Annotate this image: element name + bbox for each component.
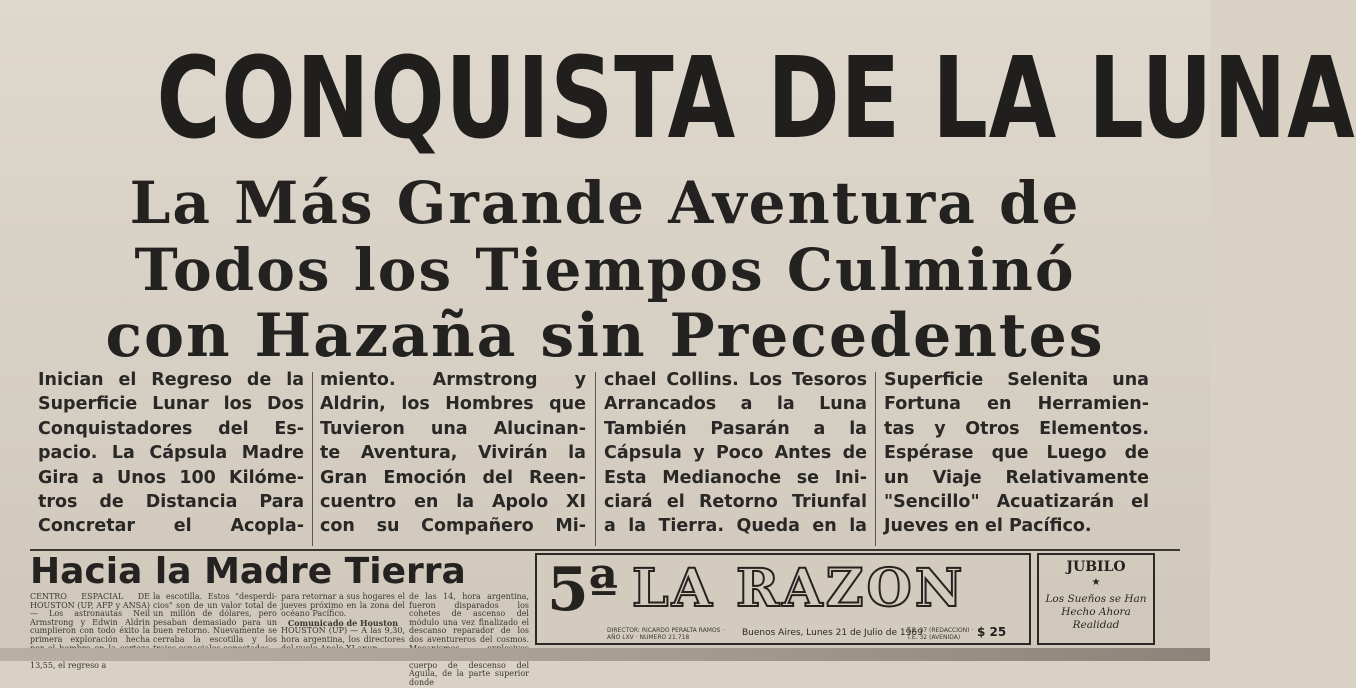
deck-line: tros de Distancia Para bbox=[38, 492, 304, 513]
deck-line: Gran Emoción del Reen- bbox=[320, 467, 586, 488]
jubilo-text: Los Sueños se Han Hecho Ahora Realidad bbox=[1045, 593, 1147, 631]
subheadline-line-3: con Hazaña sin Precedentes bbox=[105, 301, 1105, 371]
deck-line: Cápsula y Poco Antes de bbox=[604, 443, 867, 464]
column-rule bbox=[875, 372, 876, 546]
article-subhead: Comunicado de Houston bbox=[287, 617, 399, 628]
article-paragraph: HOUSTON (UP) — A las 9,30, hora argentina, los directores bbox=[281, 626, 405, 644]
deck-line: chael Collins. Los Tesoros bbox=[604, 370, 867, 390]
column-rule bbox=[595, 372, 596, 546]
deck-line: Tuvieron una Alucinan- bbox=[320, 418, 586, 439]
main-headline: CONQUISTA DE LA LUNA bbox=[156, 34, 1356, 164]
deck-line: Concretar el Acopla- bbox=[38, 516, 304, 537]
deck-line: Fortuna en Herramien- bbox=[884, 394, 1149, 415]
deck-line: Conquistadores del Es- bbox=[38, 418, 304, 439]
deck-line: Superficie Lunar los Dos bbox=[38, 394, 304, 415]
deck-line: tas y Otros Elementos. bbox=[884, 418, 1149, 439]
deck-column-1 bbox=[38, 368, 304, 548]
subheadline-line-1: La Más Grande Aventura de bbox=[129, 169, 1081, 237]
deck-line: un Viaje Relativamente bbox=[884, 467, 1149, 488]
deck-column-3 bbox=[604, 368, 867, 548]
subheadline-line-2: Todos los Tiempos Culminó bbox=[134, 236, 1076, 304]
article-paragraph: CENTRO ESPACIAL DE HOUSTON (UP, AFP y ANSA) — Los astronautas Neil Armstrong y Edwin Aldrin cumplieron con todo éxito la primera exploración hecha 13,55, el regreso a bbox=[30, 592, 150, 670]
section-headline: Hacia la Madre Tierra bbox=[30, 551, 466, 592]
deck-line: Inician el Regreso de la bbox=[38, 370, 304, 390]
deck-line: te Aventura, Vivirán la bbox=[320, 443, 586, 464]
deck-line: con su Compañero Mi- bbox=[320, 516, 586, 537]
article-paragraph: la escotilla. Estos "desperdi-cios" son de un valor total de un millón de dólares, pero pesaban demasiado para un buen retorno. Nuevamente se cerraba la escotilla y los bbox=[153, 592, 277, 644]
edition-number: 5ª bbox=[547, 555, 618, 625]
deck-line: ciará el Retorno Triunfal bbox=[604, 492, 867, 513]
article-paragraph: de las 14, hora argentina, fueron disparados los cohetes de ascenso del módulo una vez finalizado el descanso reparador de los dos aventureros del cosmos. cuerpo de descenso del Águila, de la parte superior donde bbox=[409, 592, 529, 687]
jubilo-title: JUBILO bbox=[1066, 559, 1126, 575]
deck-line: pacio. La Cápsula Madre bbox=[38, 443, 304, 464]
masthead bbox=[535, 553, 1031, 645]
price: $ 25 bbox=[977, 625, 1007, 639]
deck-column-2 bbox=[320, 368, 586, 548]
star-icon: ★ bbox=[1091, 577, 1101, 588]
deck-line: Aldrin, los Hombres que bbox=[320, 394, 586, 415]
deck-line: a la Tierra. Queda en la bbox=[604, 516, 867, 537]
deck-line: Esta Medianoche se Ini- bbox=[604, 467, 867, 488]
newspaper-name: LA RAZON bbox=[632, 558, 966, 619]
deck-line: Jueves en el Pacífico. bbox=[884, 516, 1092, 537]
masthead-director: DIRECTOR: RICARDO PERALTA RAMOS · AÑO LXV · NUMERO 21.718 bbox=[607, 627, 725, 641]
deck-line: Espérase que Luego de bbox=[884, 443, 1149, 464]
page-bottom-edge bbox=[0, 648, 1210, 661]
deck-line: Arrancados a la Luna bbox=[604, 394, 867, 415]
deck-line: cuentro en la Apolo XI bbox=[320, 492, 586, 513]
masthead-info bbox=[607, 627, 1027, 641]
deck-line: Gira a Unos 100 Kilóme- bbox=[38, 467, 304, 488]
deck-column-4 bbox=[884, 368, 1149, 548]
article-paragraph: para retornar a sus hogares el jueves próximo en la zona del océano Pacífico. bbox=[281, 592, 405, 619]
deck-line: Superficie Selenita una bbox=[884, 370, 1149, 390]
deck-line: "Sencillo" Acuatizarán el bbox=[884, 492, 1149, 513]
masthead-phones: T.E. 37 (REDACCION) · T.E. 32 (AVENIDA) bbox=[907, 627, 974, 641]
jubilo-box bbox=[1037, 553, 1155, 645]
deck-line: miento. Armstrong y bbox=[320, 370, 586, 390]
column-rule bbox=[312, 372, 313, 546]
deck-line: También Pasarán a la bbox=[604, 418, 867, 439]
dateline: Buenos Aires, Lunes 21 de Julio de 1969 bbox=[742, 628, 923, 638]
